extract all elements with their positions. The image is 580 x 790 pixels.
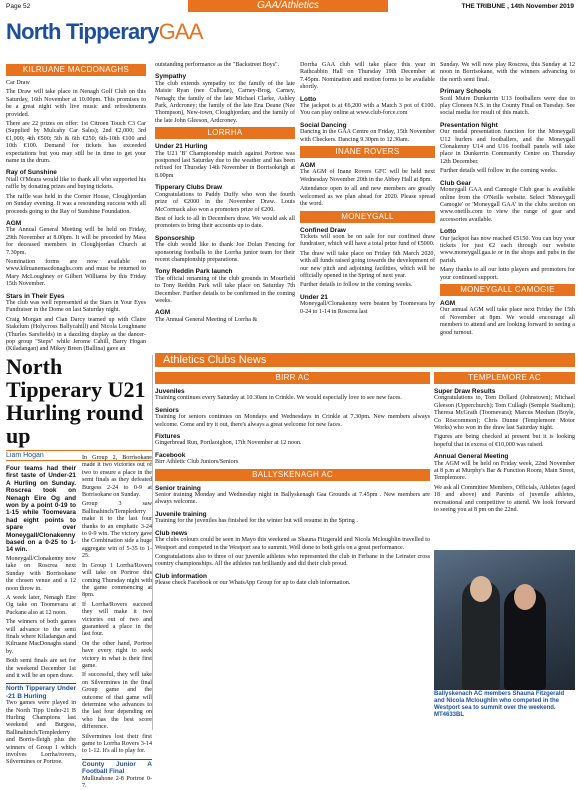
subheading: AGM	[155, 309, 171, 317]
masthead: North TipperaryGAA	[6, 19, 203, 44]
story-headline: North Tipperary U21 Hurling round up	[6, 354, 146, 448]
column-birr-ballyskenagh	[155, 370, 430, 730]
paragraph: The Annual General Meeting of Lorrha &	[155, 316, 258, 323]
paragraph: If Lorrha/Rovers succeed they will make it two victories out of two and guaranteed a place in the last four.	[82, 601, 152, 638]
paragraph: Moneygall/Clonakenny now take on Roscrea next Sunday with Borrisokane the chosen venue and a 12 noon throw in.	[6, 555, 76, 592]
paragraph: The Draw will take place in Nenagh Golf Club on this Saturday, 16th November at 10.00pm. This promises to be a great night with live music and refreshments provided.	[6, 89, 146, 118]
paragraph: Tickets will soon be on sale for our confined draw fundraiser, which will have a total prize fund of €5000.	[300, 233, 435, 248]
paragraph: Our jackpot has now reached €5150. You can buy your tickets for just €2 each through our website www.moneygall.gaa.ie or in the shops and pubs in the parish.	[440, 235, 575, 264]
subheading: Club Gear	[440, 179, 472, 187]
paragraph: Further details will follow in the coming weeks.	[440, 168, 558, 175]
paragraph: Training for the juveniles has finished for the winter but will resume in the Spring .	[155, 518, 358, 525]
paragraph: Training for seniors continues on Mondays and Wednesdays in Crinkle at 7.30pm. New members always welcome. Come and try it out, there's always a great welcome for new faces.	[155, 414, 430, 428]
club-header: MONEYGALL	[300, 211, 435, 223]
subheading: Under 21 Hurling	[155, 143, 208, 151]
paragraph: Moneygall GAA and Camogie Club gear is available online from the O'Neills website. Select 'Moneygall Camogie' or 'Moneygall GAA' in the clubs section on www.oneills.com to view the range of gear and accessories available.	[440, 187, 575, 223]
paragraph: Further details to follow in the coming weeks.	[300, 282, 413, 289]
paragraph: Senior training Monday and Wednesday night in Ballyskenagh Gaa Grounds at 7.45pm . New members are always welcome.	[155, 492, 430, 506]
paragraph: Both semi finals are set for the weekend December 1st and it will be an open draw.	[6, 658, 76, 679]
paragraph: Car Draw	[6, 80, 30, 86]
subheading: Juveniles	[155, 388, 185, 395]
byline: Liam Hogan	[6, 450, 152, 461]
subheading: Tony Reddin Park launch	[155, 268, 233, 276]
column-templemore	[434, 370, 575, 548]
paragraph: The Annual General Meeting will be held on Friday, 29th November at 8.00pm. It will be preceded by Mass for deceased members in Cloughjordan Church at 7.30pm.	[6, 227, 146, 256]
subheading: Sympathy	[155, 73, 187, 81]
subheading: Super Draw Results	[434, 388, 496, 395]
paragraph: Best of luck to all in Decembers draw. We would ask all promoters to bring their accounts up to date.	[155, 215, 295, 230]
subheading: Juvenile training	[155, 510, 207, 518]
paragraph: The club would like to thank Joe Dolan Fencing for sponsoring footballs to the Lorrha junior team for their recent championship preparations.	[155, 242, 295, 263]
subheading: Lotto	[440, 228, 457, 236]
paragraph: In Group 1 Lorrha/Rovers will take on Portroe this coming Thursday night with the game commencing at 8pm.	[82, 562, 152, 599]
paragraph: Craig Morgan and Cian Darcy teamed up with Claire Stakelum (Holycross Ballycahill) and Nicola Loughnane (Thurles Sarsfields) in a dazzling display as the dancer-pop group "Steps" while Jerome Cahill, Barry Hogan (Kiladangan) and Mikey Breen (Ballina) gave an	[6, 316, 146, 353]
subheading: Social Dancing	[300, 121, 347, 129]
result-line: Mullinahone 2-8 Portroe 0-7.	[82, 775, 152, 790]
paragraph: The draw will take place on Friday 6th March 2020, with all funds raised going towards the development of our new pitch and adjoining facilities, which will be officially opened in the Spring of next year.	[300, 250, 435, 279]
paragraph: The club extends sympathy to: the family of the late Maisie Ryan (nee Culhane), Carney-Brog, Carney, Nenagh; the family of the late Michael Clarke, Ashley Park, Ardcroney; the family of the late Ena Deane (Nee Thompson), New-town, Cloughjordan; and the family of the late John Gleeson, Ardcroney.	[155, 80, 295, 124]
subheading: Annual General Meeting	[434, 453, 509, 461]
paragraph: Scoil Muire Dunkerrin U13 footballers were due to play Cloneen N.S. in the County Final on Tuesday. See social media for result of this match.	[440, 95, 575, 117]
subheading: Seniors	[155, 406, 179, 414]
paragraph: In Group 2, Borrisokane made it two victories out of two to ensure a place in the semi finals as they defeated Burgess 2-24 to 0-9 at Borrisokane on Sunday.	[82, 455, 152, 499]
subheading: Confined Draw	[300, 226, 346, 234]
paragraph: The clubs colours could be seen in Mayo this weekend as Shauna Fitzgerald and Nicola Mcloughlin travelled to Westport and competed in the Westport sea to summit. Well done to both girls on a great performance.	[155, 537, 430, 551]
paragraph: The official renaming of the club grounds in Mourfield to Tony Reddin Park will take place on Saturday 7th December. Further details to be confirmed in the coming weeks.	[155, 275, 295, 304]
page-number: Page 52	[6, 3, 31, 10]
paragraph: Training continues every Saturday at 10.30am in Crinkle. We would especially love to see new faces.	[155, 395, 402, 402]
paragraph: The AGM will be held on Friday week, 22nd November at 8 p.m at Murphy's Bar & Function Room, Main Street, Templemore.	[434, 460, 575, 482]
continued-text: Sunday. We will now play Roscrea, this Sunday at 12 noon in Borrisokane, with the winners advancing to the north semi final.	[440, 62, 575, 83]
column-moneygall	[440, 62, 575, 352]
subhead: County Junior A Football Final	[82, 760, 152, 776]
paragraph: The jackpot is at €6,200 with a Match 3 pot of €100. You can play online at www.club-force.com	[300, 103, 435, 117]
paragraph: The AGM of Inane Rovers GFC will be held next Wednesday November 20th in the Abbey Hall at 8pm.	[300, 169, 435, 183]
paragraph: The club was well represented at the Stars in Your Eyes Fundraiser in the Dome on last Saturday night.	[6, 299, 146, 314]
subheading: Senior training	[155, 484, 201, 492]
subheading: Sponsorship	[155, 234, 195, 242]
club-header: BALLYSKENAGH AC	[155, 469, 430, 481]
paragraph: We ask all Committee Members, Officials, Athletes (aged 18 and above) and Parents of juvenile athletes, recreational and competitive to attend. We look forward to seeing you at 8 pm on the 22nd.	[434, 484, 575, 514]
subheading: Club news	[155, 529, 188, 537]
page-header	[0, 0, 580, 16]
paragraph: Our annual AGM will take place next Friday the 15th of November at 8pm. We would encourage all members to attend and are looking forward to seeing a good turnout.	[440, 307, 575, 336]
paragraph: Congratulations to Paddy Duffy who won the fourth prize of €2000 in the November Draw. Louis McCormack also won a promoters prize of €200.	[155, 191, 295, 213]
paragraph: Dancing in the GAA Centre on Friday, 15th November with Checkers. Dancing 9.30pm to 12.30am.	[300, 129, 435, 143]
paragraph: On the other hand, Portroe have every right to seek victory in what is their first game.	[82, 640, 152, 669]
story-column-2	[82, 455, 152, 790]
club-header: BIRR AC	[155, 372, 430, 384]
paragraph: Figures are being checked at present but it is looking hopeful that in excess of €10,000 was raised.	[434, 434, 575, 448]
paragraph: Two games were played in the North Tipp Under-21 B Hurling Champions last weekend and Burgess, Ballinahinch/Templederry and Borris-Ileigh plus the winners of Group 1 which involves Lorrha/rovers, Silvermines or Portroe.	[6, 700, 76, 766]
subheading: Under 21	[300, 293, 328, 301]
subheading: AGM	[300, 162, 316, 170]
subheading: Fixtures	[155, 433, 181, 441]
paragraph: The U21 'B' Championship match against Portroe was postponed last Saturday due to the weather and has been refixed for Thursday 14th November in Borrisokeigh at 8.00pm	[155, 150, 295, 179]
club-header: MONEYGALL CAMOGIE	[440, 284, 575, 296]
subheading: Primary Schools	[440, 88, 492, 96]
subheading: AGM	[440, 299, 456, 307]
story-column-1	[6, 465, 76, 766]
club-header: INANE ROVERS	[300, 146, 435, 158]
column-rule	[152, 355, 153, 730]
paragraph: There are 22 prizes on offer: 1st Citroen Touch C3 Car (Supplied by Mulcahy Car Sales); 2nd €2,000; 3rd €1,000; 4th €500; 5th & 6th €250; 6th-10th €100 and 10th €100. Demand for tickets has exceeded expectations but you may still be in time to get your name in the drum.	[6, 121, 146, 165]
paragraph: A week later, Nenagh Eire Og take on Toomevara at Puckane also at 12 noon.	[6, 594, 76, 616]
column-kilruane	[6, 62, 146, 352]
subheading: AGM	[6, 219, 22, 227]
standfirst: Four teams had their first taste of Under-21 A Hurling on Sunday. Roscrea took on Nenagh Eire Og and won by a point 0-19 to 1-15 while Toomevara had eight points to spare over Moneygall/Clonakenny based on a 0-25 to 1-14 win.	[6, 465, 76, 554]
continued-text: outstanding performance as the "Backstreet Boys".	[155, 62, 280, 68]
paragraph: If successful, they will take on Silvermines in the final Group game and the outcome of that game will determine who advances to the last four depending on who has the best score difference.	[82, 672, 152, 731]
club-header: LORRHA	[155, 127, 295, 139]
continued-text: Dorrha GAA club will take place this year in Rathcabbin Hall on Thursday 19th December at 7.45pm. Nomination and motion forms to be available shortly.	[300, 62, 435, 91]
subheading: Presentation Night	[440, 121, 498, 129]
paragraph: The winners of both games will advance to the semi finals where Kiladangan and Kilruane MacDonaghs stand by.	[6, 619, 76, 655]
paragraph: Silvermines lost their first game to Lorrha Rovers 3-14 to 1-12. It's all to play for.	[82, 733, 152, 755]
paragraph: Congratulations to, Tom Dollard (Johnstown); Michael Gleeson (Upperchurch); Tom Cullagh (Semple Stadium); Theresa McGrath (Toomevara); Marcus Meehan (Boyle, Co Roscommon); Chris Dunne (Templemore Motor Works) who won in the draw last Saturday night.	[434, 395, 575, 432]
section-label: GAA/Athletics	[188, 0, 388, 12]
paragraph: Nomination forms are now available on www.kilruanemacdonaghs.com and must be returned to Mary McLoughney or Gilbert Williams by this Friday 15th November.	[6, 258, 146, 288]
subhead: North Tipperary Under -21 B Hurling	[6, 685, 76, 700]
paragraph: Congratulations also to three of our juvenile athletes who represented the club in Ferbane in the Leinster cross country championships. All the athletes ran brilliantly and did their club proud.	[155, 553, 430, 568]
column-inane-moneygall	[300, 62, 435, 352]
athletics-banner: Athletics Clubs News	[155, 353, 575, 367]
paragraph: Attendance open to all and new members are greatly welcomed as we plan ahead for 2020. Please spread the word.	[300, 186, 435, 208]
subheading: Ray of Sunshine	[6, 169, 57, 177]
column-lorrha	[155, 62, 295, 352]
photo-caption: Ballyskenach AC members Shauna Fitzgerald and Nicola Mcloughlin who competed in the Westport sea to summit over the weekend. MT4633BL	[434, 691, 565, 718]
paragraph: Please check Facebook or our WhatsApp Group for up to date club information.	[155, 580, 351, 587]
subheading: Club information	[155, 572, 207, 580]
paragraph: The raffle was held in the Corner House, Cloughjordan on Sunday evening. It was a resounding success with all proceeds going to the Ray of Sunshine Foundation.	[6, 193, 146, 215]
paragraph: Our medal presentation function for the Moneygall U12 hurlers and footballers, and the Moneygall Clonakenny U14 and U16 football panels will take place in Dunkerrin Community Centre on Thursday 12th December.	[440, 129, 575, 165]
subheading: Lotto	[300, 95, 317, 103]
paragraph: Niall O'Meara would like to thank all who supported his raffle by donating prizes and buying tickets.	[6, 176, 146, 191]
subheading: Stars in Their Eyes	[6, 292, 65, 300]
paper-dateline: THE TRIBUNE , 14th November 2019	[461, 3, 574, 10]
athletes-photo	[434, 550, 575, 690]
paragraph: Moneygall/Clonakenny were beaten by Toomevara by 0-24 to 1-14 in Roscrea last	[300, 301, 435, 315]
subheading: Tipperary Clubs Draw	[155, 184, 223, 192]
paragraph: Many thanks to all our lotto players and promoters for your continued support.	[440, 267, 575, 281]
club-header: TEMPLEMORE AC	[434, 372, 575, 384]
subheading: Facebook	[155, 451, 186, 459]
paragraph: Group 3 saw Ballinahinch/Templederry make it to the last four thanks to an emphatic 3-24 to 0-9 win. The victory gave the Combination side a huge aggregate win of 5-35 to 1-25.	[82, 501, 152, 560]
club-header: KILRUANE MACDONAGHS	[6, 64, 146, 76]
paragraph: Birr Athletic Club Juniors/Seniors	[155, 459, 239, 466]
paragraph: Gingerbread Run, Portlaoighon, 17th November at 12 noon.	[155, 440, 302, 447]
